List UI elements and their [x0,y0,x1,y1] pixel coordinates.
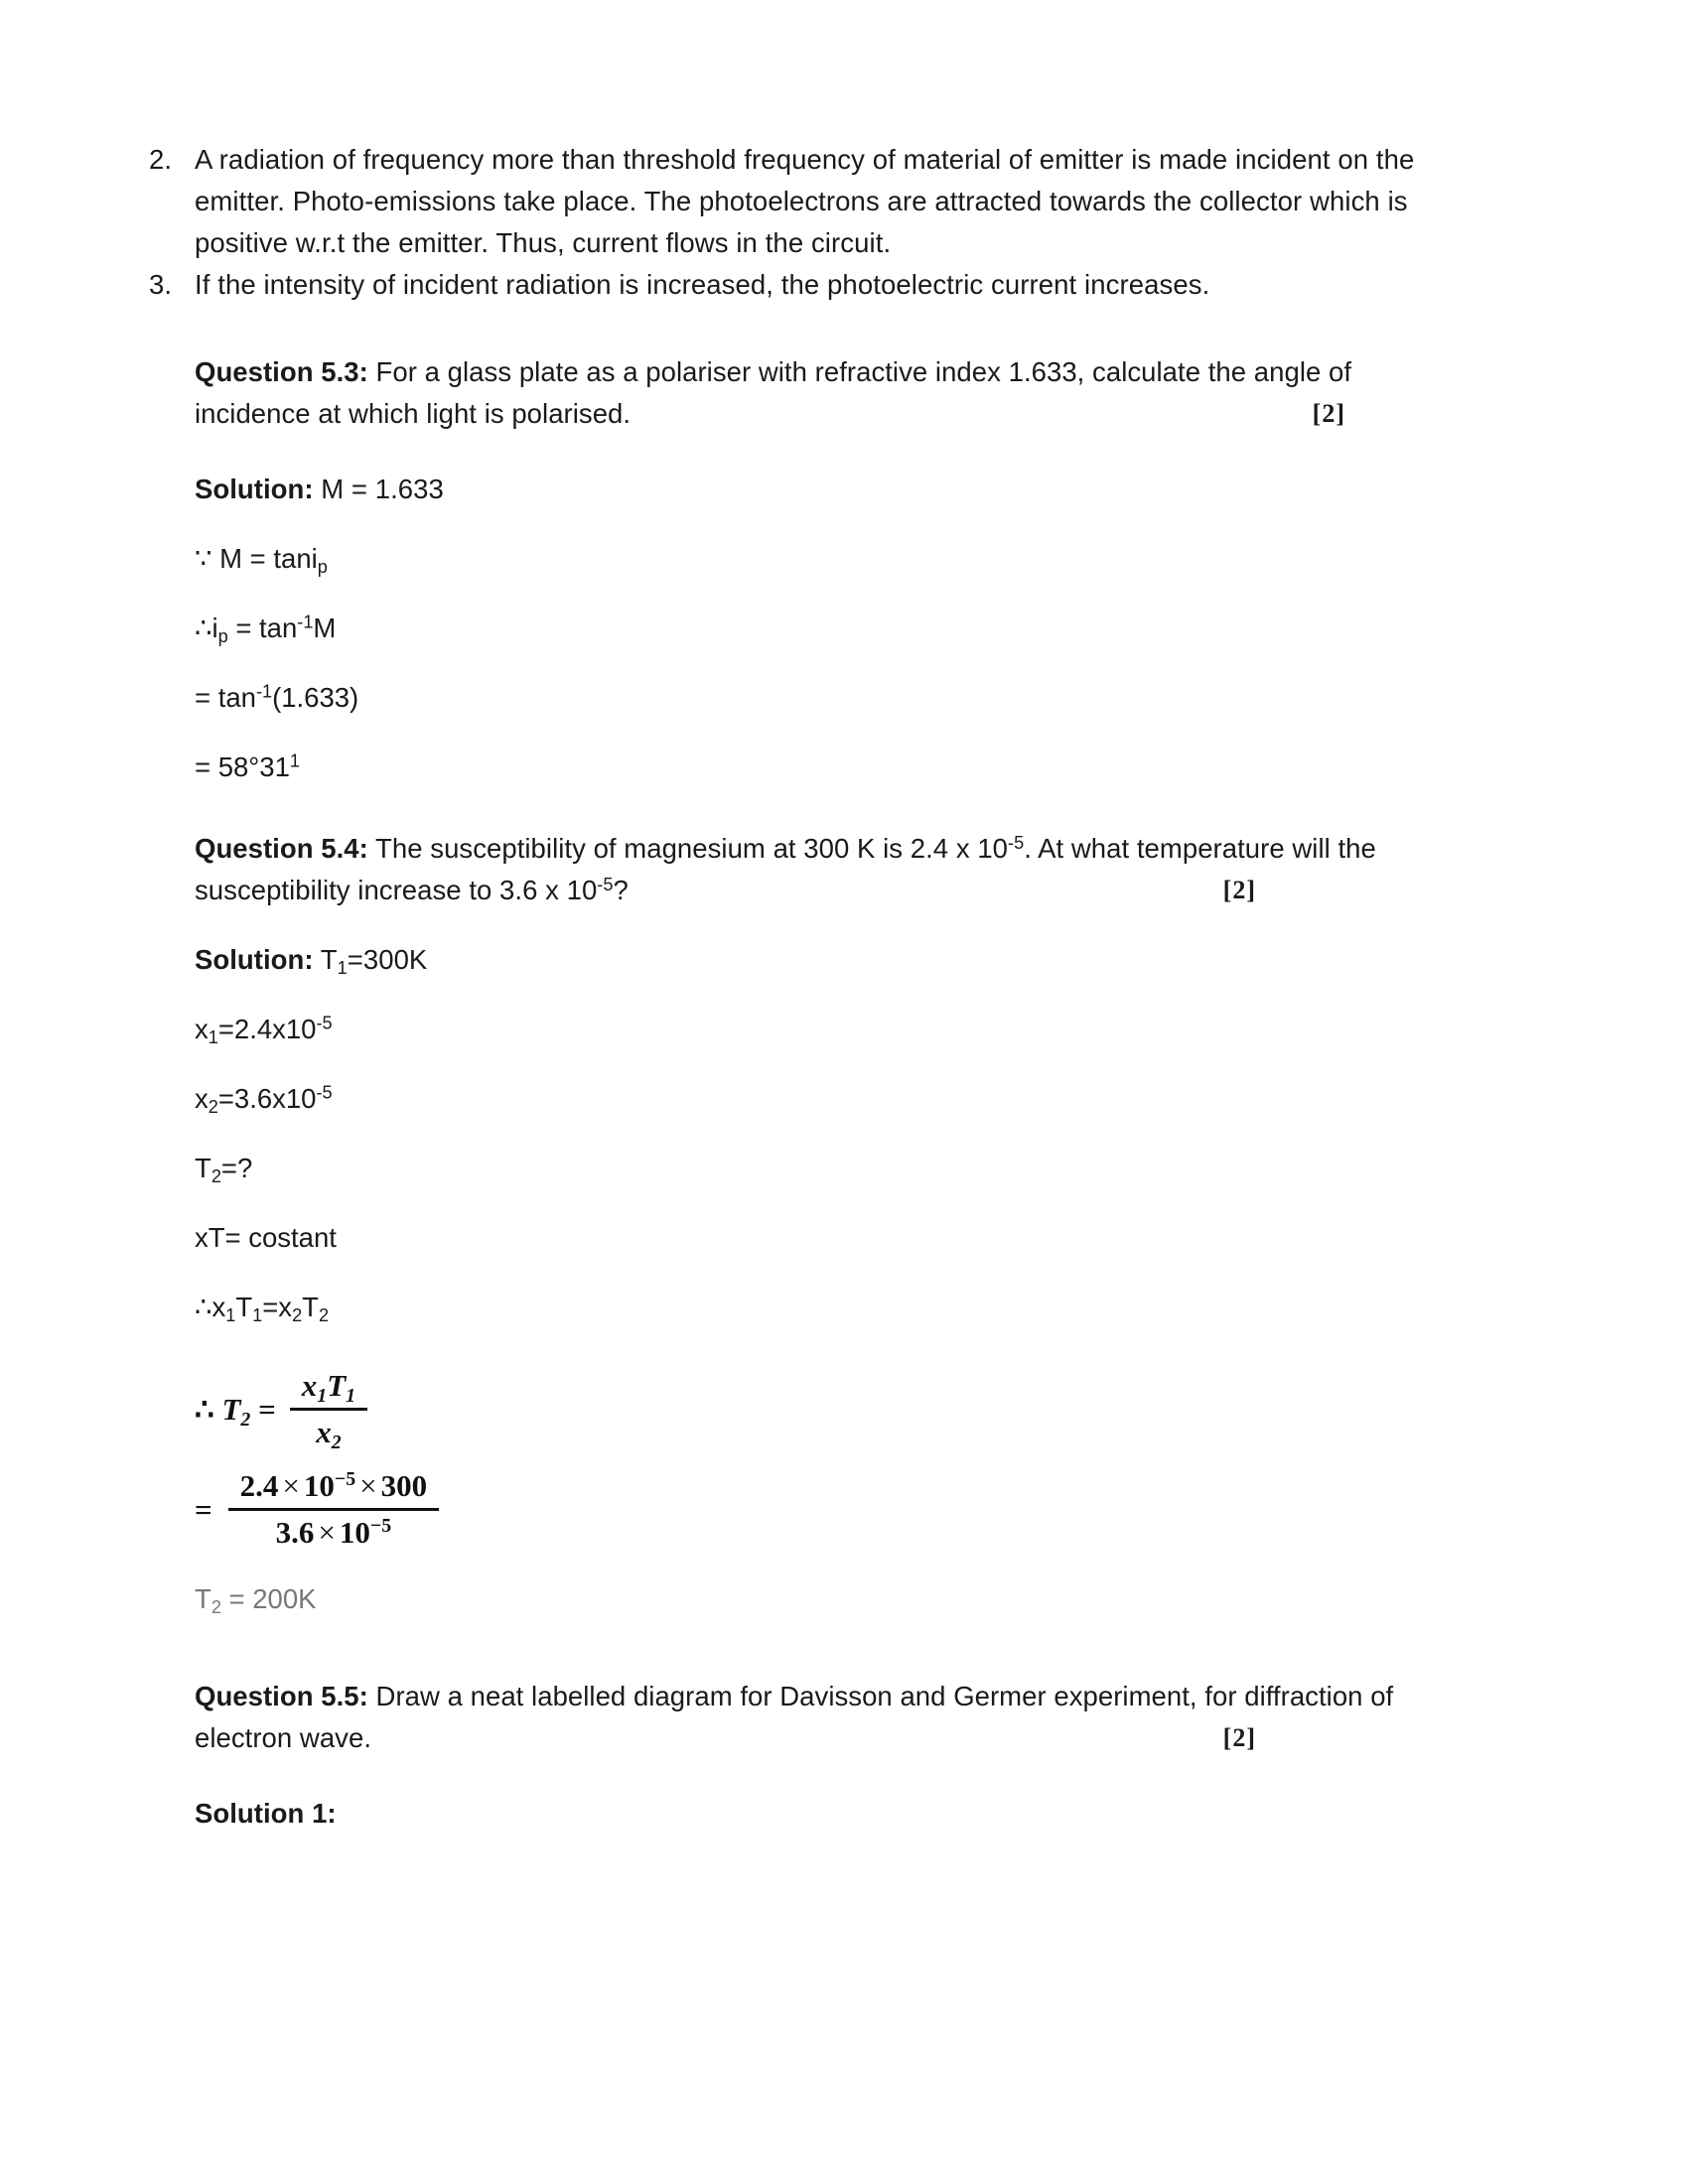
tl-p2: T [235,1292,253,1322]
result-pre: T [195,1583,211,1614]
list-item-marker: 2. [149,144,173,175]
den2-exponent: −5 [369,1515,392,1538]
line-pre: x [195,1083,209,1114]
lead-equals: = [258,1391,276,1427]
fraction-lead [195,1391,290,1431]
lead-variable-sub: 2 [240,1408,251,1431]
question-5-4-sup-a: -5 [1008,832,1025,853]
question-5-5-label: Question 5.5: [195,1681,368,1711]
question-5-3-paragraph [195,351,1460,435]
question-5-5-paragraph [195,1676,1460,1759]
line-pre: T [195,1153,211,1183]
step-2-superscript: -1 [297,612,314,632]
numer-a: x [301,1368,318,1403]
fraction-numerator [290,1368,367,1408]
fraction-one [290,1368,367,1453]
step-4-text: = 58°31 [195,751,290,782]
solution-5-4-line [195,1078,1460,1120]
fraction-two [228,1468,439,1551]
list-item-marker: 3. [149,269,173,300]
question-5-3-marks: [2] [1312,399,1345,428]
denom-a-sub: 2 [331,1431,342,1453]
solution-5-3-step-4 [195,747,1460,788]
lead-variable: T [221,1391,241,1427]
solution-5-4-label: Solution: [195,944,314,975]
tl-s2: 1 [252,1305,263,1326]
solution-5-3-step-1 [195,538,1460,580]
fraction-two-denominator [264,1511,403,1551]
list-item [149,264,1460,306]
question-5-5-text: Draw a neat labelled diagram for Davisson and Germer experiment, for diffraction of electron wave. [195,1681,1394,1753]
solution-5-4-line [195,1009,1460,1050]
step-1-text: ∵ M = tani [195,543,318,574]
question-5-5-marks: [2] [1222,1723,1256,1752]
therefore-symbol: ∴ [195,1391,214,1427]
question-5-4-sup-b: -5 [597,874,614,894]
fraction-denominator [304,1411,352,1453]
fraction-derivation [195,1368,1460,1551]
step-2-subscript: p [217,626,228,647]
question-5-4-marks: [2] [1222,876,1256,904]
question-5-4-label: Question 5.4: [195,833,368,864]
num2-times2: × [359,1468,377,1503]
tl-p1: ∴x [195,1292,226,1322]
num2-exponent: −5 [334,1468,356,1491]
line-pre: x [195,1014,209,1044]
fraction-row-second [195,1468,1460,1551]
line-sup: -5 [316,1082,333,1103]
step-2-rest: = tan [227,613,298,643]
denom-a: x [316,1415,332,1449]
solution-5-4-therefore-line [195,1287,1460,1328]
line-sub: 1 [208,1027,218,1048]
solution-5-3-label: Solution: [195,474,314,504]
question-5-3-text: For a glass plate as a polariser with refractive index 1.633, calculate the angle of incidence at which light is polarised. [195,356,1352,429]
num2-a: 2.4 [239,1468,279,1503]
solution-5-4-value-post: =300K [347,944,428,975]
den2-a: 3.6 [275,1515,315,1550]
result-sub: 2 [211,1597,221,1618]
numer-b: T [327,1368,347,1403]
numbered-list [149,139,1460,306]
numer-a-sub: 1 [317,1384,328,1407]
solution-5-4-heading [195,939,1460,981]
question-5-3-label: Question 5.3: [195,356,368,387]
solution-5-3-step-2 [195,608,1460,649]
line-sub: 2 [208,1097,218,1118]
question-5-4-text-b: . At what temperature will the susceptibility increase to 3.6 x 10 [195,833,1376,905]
question-5-3-block [195,351,1460,1835]
tl-p4: T [302,1292,319,1322]
line-sub: 2 [211,1166,221,1187]
line-sup: -5 [316,1013,333,1033]
step-1-subscript: p [317,557,328,578]
solution-5-5-heading [195,1793,1460,1835]
numer-b-sub: 1 [346,1384,356,1407]
second-equals: = [195,1491,212,1527]
question-5-4-paragraph [195,828,1460,911]
line-post: =? [220,1153,253,1183]
question-5-4-text-a: The susceptibility of magnesium at 300 K is 2.4 x 10 [367,833,1009,864]
solution-5-3-heading [195,469,1460,510]
solution-5-3-value: M = 1.633 [313,474,444,504]
den2-times: × [318,1515,336,1550]
solution-5-3-step-3 [195,677,1460,719]
solution-5-4-value-sub: 1 [337,958,348,979]
step-3-tail: (1.633) [272,682,359,713]
line-post: =2.4x10 [217,1014,317,1044]
step-4-superscript: 1 [289,751,300,771]
list-item-text: A radiation of frequency more than threshold frequency of material of emitter is made incident on the emitter. Photo-emissions take place. The photoelectrons are attracted towards the collector which is positive w.r.t the emitter. Thus, current flows in the circuit. [195,144,1415,258]
tl-s3: 2 [292,1305,303,1326]
list-item [149,139,1460,264]
tl-p3: =x [262,1292,293,1322]
list-item-text: If the intensity of incident radiation is increased, the photoelectric current increases. [195,269,1210,300]
tl-s4: 2 [318,1305,330,1326]
step-3-text: = tan [195,682,256,713]
solution-5-4-line [195,1148,1460,1189]
question-5-4-text-c: ? [613,875,629,905]
result-post: = 200K [220,1583,317,1614]
den2-b: 10 [339,1515,370,1550]
solution-5-5-label: Solution 1: [195,1798,337,1829]
step-2-tail: M [313,613,337,643]
tl-s1: 1 [225,1305,236,1326]
num2-c: 300 [380,1468,428,1503]
fraction-two-numerator [228,1468,439,1508]
solution-5-4-line [195,1217,1460,1259]
step-3-superscript: -1 [255,681,273,702]
fraction-row-first [195,1368,1460,1453]
line-post: =3.6x10 [217,1083,317,1114]
step-2-text: ∴i [195,613,218,643]
line-pre: xT= costant [195,1222,337,1253]
solution-5-4-result [195,1578,1460,1620]
solution-5-4-value-pre: T [313,944,338,975]
num2-times: × [282,1468,300,1503]
page-content [149,139,1460,1835]
num2-b: 10 [303,1468,335,1503]
